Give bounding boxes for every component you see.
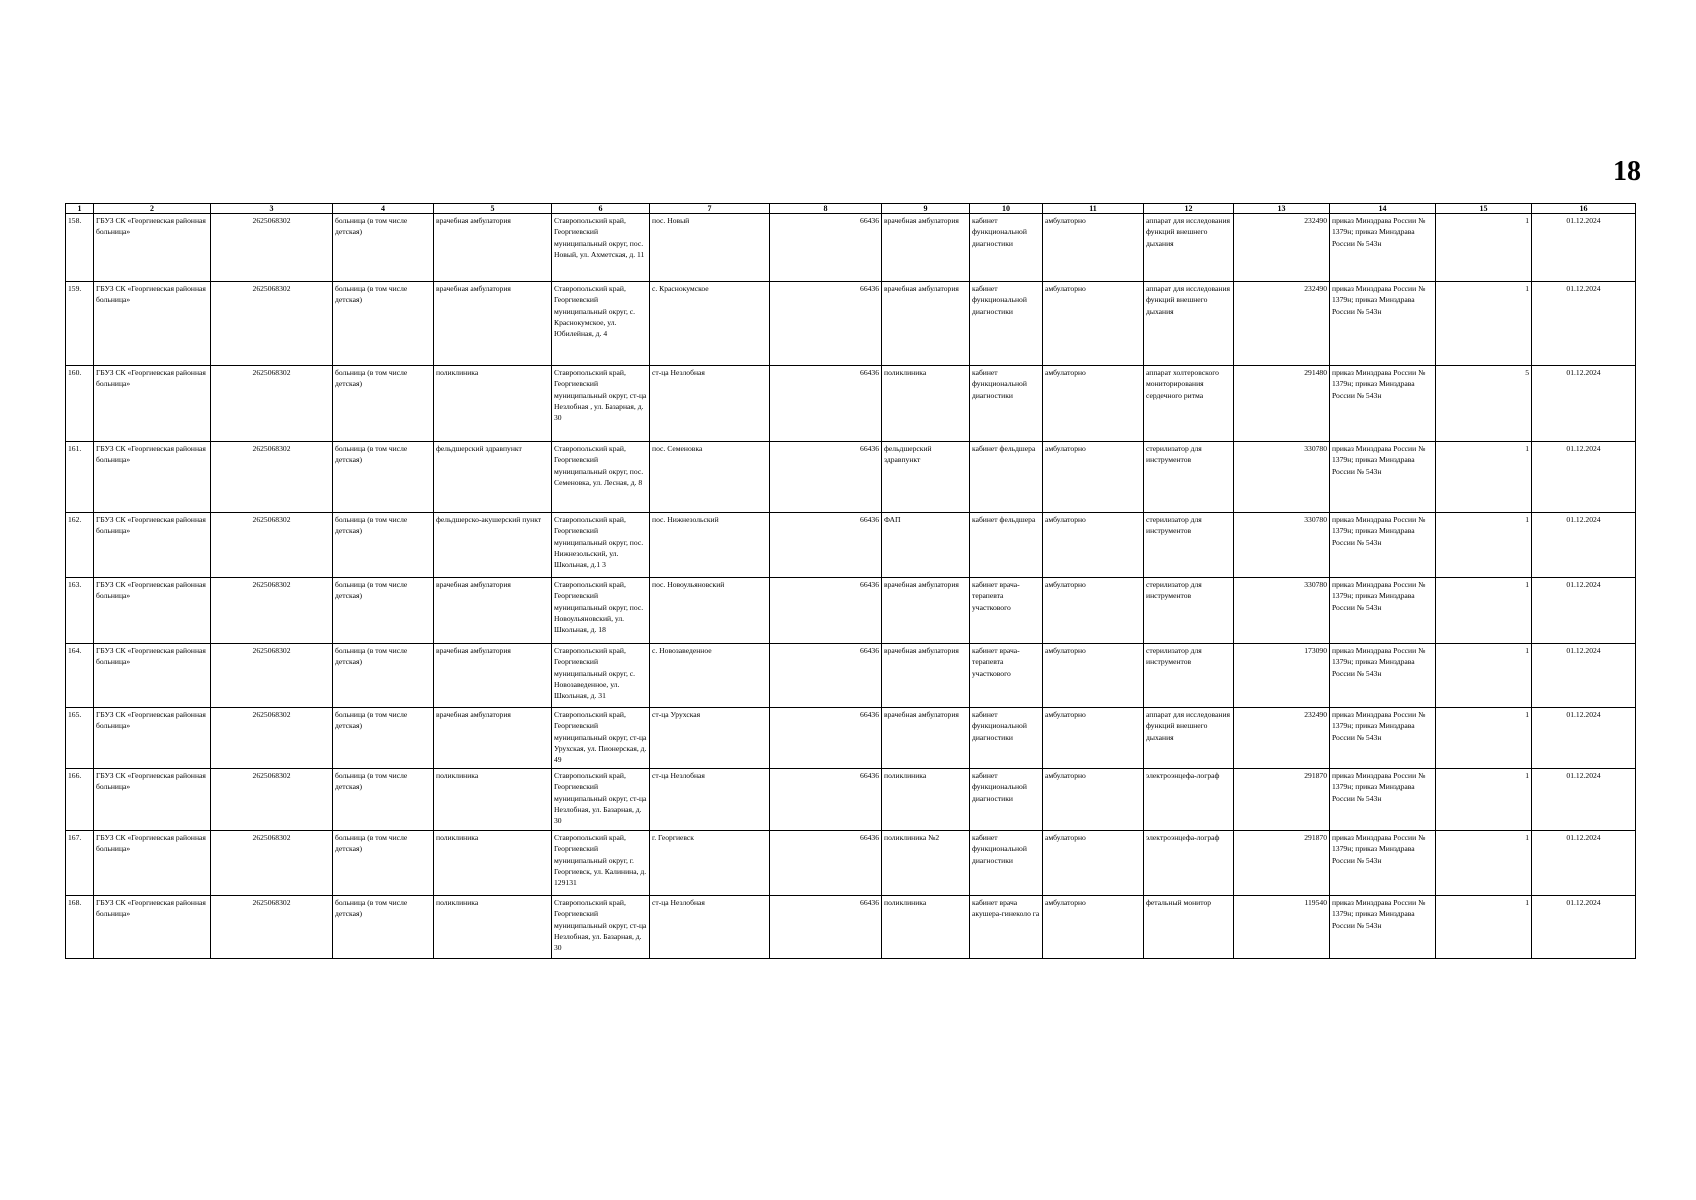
organization-name-cell: ГБУЗ СК «Георгиевская районная больница»	[94, 214, 211, 282]
quantity-cell: 1	[1436, 578, 1532, 644]
department-type-cell: врачебная амбулатория	[434, 644, 552, 708]
oktmo-code-cell: 66436	[770, 896, 882, 959]
regulatory-basis-cell: приказ Минздрава России № 1379н; приказ Минздрава России № 543н	[1330, 578, 1436, 644]
locality-cell: с. Краснокумское	[650, 282, 770, 366]
row-number-cell: 166.	[66, 769, 94, 831]
column-header: 5	[434, 204, 552, 214]
unit-name-cell: фельдшерский здравпункт	[882, 442, 970, 513]
quantity-cell: 5	[1436, 366, 1532, 442]
table-row	[66, 513, 1636, 578]
service-mode-cell: амбулаторно	[1043, 513, 1144, 578]
room-name-cell: кабинет фельдшера	[970, 513, 1043, 578]
room-name-cell: кабинет функциональной диагностики	[970, 769, 1043, 831]
room-name-cell: кабинет функциональной диагностики	[970, 214, 1043, 282]
department-type-cell: фельдшерский здравпункт	[434, 442, 552, 513]
regulatory-basis-cell: приказ Минздрава России № 1379н; приказ Минздрава России № 543н	[1330, 282, 1436, 366]
column-header: 12	[1144, 204, 1234, 214]
service-mode-cell: амбулаторно	[1043, 282, 1144, 366]
table-row	[66, 442, 1636, 513]
quantity-cell: 1	[1436, 708, 1532, 769]
unit-name-cell: поликлиника	[882, 366, 970, 442]
locality-cell: пос. Новый	[650, 214, 770, 282]
delivery-date-cell: 01.12.2024	[1532, 708, 1636, 769]
column-header: 6	[552, 204, 650, 214]
locality-cell: ст-ца Урухская	[650, 708, 770, 769]
locality-cell: ст-ца Незлобная	[650, 896, 770, 959]
organization-name-cell: ГБУЗ СК «Георгиевская районная больница»	[94, 769, 211, 831]
organization-name-cell: ГБУЗ СК «Георгиевская районная больница»	[94, 282, 211, 366]
delivery-date-cell: 01.12.2024	[1532, 831, 1636, 896]
institution-type-cell: больница (в том числе детская)	[333, 578, 434, 644]
unit-name-cell: поликлиника №2	[882, 831, 970, 896]
address-cell: Ставропольский край, Георгиевский муниципальный округ, г. Георгиевск, ул. Калинина, д. 129131	[552, 831, 650, 896]
department-type-cell: поликлиника	[434, 896, 552, 959]
service-mode-cell: амбулаторно	[1043, 769, 1144, 831]
table-row	[66, 896, 1636, 959]
column-header: 1	[66, 204, 94, 214]
quantity-cell: 1	[1436, 769, 1532, 831]
locality-cell: г. Георгиевск	[650, 831, 770, 896]
table-body	[66, 214, 1636, 959]
equipment-price-cell: 330780	[1234, 513, 1330, 578]
address-cell: Ставропольский край, Георгиевский муниципальный округ, пос. Новый, ул. Ахметская, д. 11	[552, 214, 650, 282]
address-cell: Ставропольский край, Георгиевский муниципальный округ, пос. Семеновка, ул. Лесная, д. 8	[552, 442, 650, 513]
column-header: 8	[770, 204, 882, 214]
institution-type-cell: больница (в том числе детская)	[333, 366, 434, 442]
equipment-name-cell: аппарат для исследования функций внешнего дыхания	[1144, 214, 1234, 282]
institution-type-cell: больница (в том числе детская)	[333, 214, 434, 282]
locality-cell: пос. Нижнезольский	[650, 513, 770, 578]
equipment-name-cell: электроэнцефа-лограф	[1144, 769, 1234, 831]
row-number-cell: 164.	[66, 644, 94, 708]
delivery-date-cell: 01.12.2024	[1532, 896, 1636, 959]
quantity-cell: 1	[1436, 442, 1532, 513]
inn-code-cell: 2625068302	[211, 282, 333, 366]
equipment-name-cell: аппарат для исследования функций внешнего дыхания	[1144, 708, 1234, 769]
equipment-name-cell: стерилизатор для инструментов	[1144, 513, 1234, 578]
address-cell: Ставропольский край, Георгиевский муниципальный округ, ст-ца Незлобная, ул. Базарная, д. 30	[552, 896, 650, 959]
column-numbers-row	[66, 204, 1636, 214]
institution-type-cell: больница (в том числе детская)	[333, 282, 434, 366]
row-number-cell: 158.	[66, 214, 94, 282]
regulatory-basis-cell: приказ Минздрава России № 1379н; приказ Минздрава России № 543н	[1330, 442, 1436, 513]
service-mode-cell: амбулаторно	[1043, 896, 1144, 959]
service-mode-cell: амбулаторно	[1043, 708, 1144, 769]
service-mode-cell: амбулаторно	[1043, 831, 1144, 896]
locality-cell: пос. Новоульяновский	[650, 578, 770, 644]
room-name-cell: кабинет фельдшера	[970, 442, 1043, 513]
department-type-cell: фельдшерско-акушерский пункт	[434, 513, 552, 578]
delivery-date-cell: 01.12.2024	[1532, 644, 1636, 708]
unit-name-cell: поликлиника	[882, 769, 970, 831]
column-header: 2	[94, 204, 211, 214]
column-header: 14	[1330, 204, 1436, 214]
department-type-cell: поликлиника	[434, 769, 552, 831]
column-header: 9	[882, 204, 970, 214]
unit-name-cell: ФАП	[882, 513, 970, 578]
service-mode-cell: амбулаторно	[1043, 366, 1144, 442]
oktmo-code-cell: 66436	[770, 513, 882, 578]
delivery-date-cell: 01.12.2024	[1532, 442, 1636, 513]
locality-cell: с. Новозаведенное	[650, 644, 770, 708]
unit-name-cell: врачебная амбулатория	[882, 708, 970, 769]
department-type-cell: врачебная амбулатория	[434, 578, 552, 644]
regulatory-basis-cell: приказ Минздрава России № 1379н; приказ Минздрава России № 543н	[1330, 896, 1436, 959]
equipment-price-cell: 291480	[1234, 366, 1330, 442]
equipment-name-cell: электроэнцефа-лограф	[1144, 831, 1234, 896]
column-header: 10	[970, 204, 1043, 214]
quantity-cell: 1	[1436, 644, 1532, 708]
equipment-name-cell: аппарат для исследования функций внешнего дыхания	[1144, 282, 1234, 366]
institution-type-cell: больница (в том числе детская)	[333, 769, 434, 831]
equipment-table	[65, 203, 1636, 959]
inn-code-cell: 2625068302	[211, 513, 333, 578]
delivery-date-cell: 01.12.2024	[1532, 214, 1636, 282]
organization-name-cell: ГБУЗ СК «Георгиевская районная больница»	[94, 442, 211, 513]
oktmo-code-cell: 66436	[770, 366, 882, 442]
delivery-date-cell: 01.12.2024	[1532, 513, 1636, 578]
address-cell: Ставропольский край, Георгиевский муниципальный округ, ст-ца Незлобная, ул. Базарная, д. 30	[552, 769, 650, 831]
row-number-cell: 165.	[66, 708, 94, 769]
address-cell: Ставропольский край, Георгиевский муниципальный округ, пос. Нижнезольский, ул. Школьная, д.1 3	[552, 513, 650, 578]
row-number-cell: 168.	[66, 896, 94, 959]
regulatory-basis-cell: приказ Минздрава России № 1379н; приказ Минздрава России № 543н	[1330, 644, 1436, 708]
equipment-price-cell: 173090	[1234, 644, 1330, 708]
inn-code-cell: 2625068302	[211, 442, 333, 513]
organization-name-cell: ГБУЗ СК «Георгиевская районная больница»	[94, 513, 211, 578]
department-type-cell: врачебная амбулатория	[434, 214, 552, 282]
equipment-price-cell: 232490	[1234, 282, 1330, 366]
organization-name-cell: ГБУЗ СК «Георгиевская районная больница»	[94, 831, 211, 896]
regulatory-basis-cell: приказ Минздрава России № 1379н; приказ Минздрава России № 543н	[1330, 769, 1436, 831]
oktmo-code-cell: 66436	[770, 708, 882, 769]
department-type-cell: врачебная амбулатория	[434, 282, 552, 366]
page-number: 18	[1613, 156, 1641, 187]
room-name-cell: кабинет врача-терапевта участкового	[970, 644, 1043, 708]
address-cell: Ставропольский край, Георгиевский муниципальный округ, ст-ца Урухская, ул. Пионерская, д. 49	[552, 708, 650, 769]
unit-name-cell: врачебная амбулатория	[882, 214, 970, 282]
table-row	[66, 708, 1636, 769]
inn-code-cell: 2625068302	[211, 578, 333, 644]
column-header: 4	[333, 204, 434, 214]
table-row	[66, 644, 1636, 708]
unit-name-cell: поликлиника	[882, 896, 970, 959]
oktmo-code-cell: 66436	[770, 282, 882, 366]
row-number-cell: 161.	[66, 442, 94, 513]
inn-code-cell: 2625068302	[211, 214, 333, 282]
locality-cell: пос. Семеновка	[650, 442, 770, 513]
unit-name-cell: врачебная амбулатория	[882, 282, 970, 366]
oktmo-code-cell: 66436	[770, 831, 882, 896]
institution-type-cell: больница (в том числе детская)	[333, 442, 434, 513]
quantity-cell: 1	[1436, 831, 1532, 896]
row-number-cell: 160.	[66, 366, 94, 442]
table-row	[66, 366, 1636, 442]
row-number-cell: 159.	[66, 282, 94, 366]
unit-name-cell: врачебная амбулатория	[882, 644, 970, 708]
department-type-cell: врачебная амбулатория	[434, 708, 552, 769]
institution-type-cell: больница (в том числе детская)	[333, 513, 434, 578]
inn-code-cell: 2625068302	[211, 896, 333, 959]
equipment-name-cell: стерилизатор для инструментов	[1144, 644, 1234, 708]
address-cell: Ставропольский край, Георгиевский муниципальный округ, пос. Новоульяновский, ул. Школьная, д. 18	[552, 578, 650, 644]
room-name-cell: кабинет функциональной диагностики	[970, 831, 1043, 896]
address-cell: Ставропольский край, Георгиевский муниципальный округ, с. Новозаведенное, ул. Школьная, д. 31	[552, 644, 650, 708]
organization-name-cell: ГБУЗ СК «Георгиевская районная больница»	[94, 578, 211, 644]
oktmo-code-cell: 66436	[770, 578, 882, 644]
room-name-cell: кабинет функциональной диагностики	[970, 708, 1043, 769]
department-type-cell: поликлиника	[434, 366, 552, 442]
row-number-cell: 163.	[66, 578, 94, 644]
room-name-cell: кабинет функциональной диагностики	[970, 282, 1043, 366]
address-cell: Ставропольский край, Георгиевский муниципальный округ, с. Краснокумское, ул. Юбилейная, д. 4	[552, 282, 650, 366]
table-row	[66, 769, 1636, 831]
quantity-cell: 1	[1436, 513, 1532, 578]
organization-name-cell: ГБУЗ СК «Георгиевская районная больница»	[94, 644, 211, 708]
column-header: 15	[1436, 204, 1532, 214]
organization-name-cell: ГБУЗ СК «Георгиевская районная больница»	[94, 896, 211, 959]
service-mode-cell: амбулаторно	[1043, 214, 1144, 282]
institution-type-cell: больница (в том числе детская)	[333, 708, 434, 769]
column-header: 13	[1234, 204, 1330, 214]
equipment-price-cell: 232490	[1234, 708, 1330, 769]
oktmo-code-cell: 66436	[770, 644, 882, 708]
delivery-date-cell: 01.12.2024	[1532, 769, 1636, 831]
table-row	[66, 282, 1636, 366]
inn-code-cell: 2625068302	[211, 644, 333, 708]
oktmo-code-cell: 66436	[770, 214, 882, 282]
institution-type-cell: больница (в том числе детская)	[333, 831, 434, 896]
quantity-cell: 1	[1436, 214, 1532, 282]
oktmo-code-cell: 66436	[770, 442, 882, 513]
row-number-cell: 162.	[66, 513, 94, 578]
equipment-price-cell: 232490	[1234, 214, 1330, 282]
room-name-cell: кабинет врача акушера-гинеколо га	[970, 896, 1043, 959]
table-row	[66, 578, 1636, 644]
table-row	[66, 214, 1636, 282]
inn-code-cell: 2625068302	[211, 769, 333, 831]
address-cell: Ставропольский край, Георгиевский муниципальный округ, ст-ца Незлобная , ул. Базарная, д. 30	[552, 366, 650, 442]
equipment-name-cell: фетальный монитор	[1144, 896, 1234, 959]
locality-cell: ст-ца Незлобная	[650, 769, 770, 831]
service-mode-cell: амбулаторно	[1043, 578, 1144, 644]
quantity-cell: 1	[1436, 282, 1532, 366]
inn-code-cell: 2625068302	[211, 366, 333, 442]
delivery-date-cell: 01.12.2024	[1532, 366, 1636, 442]
institution-type-cell: больница (в том числе детская)	[333, 896, 434, 959]
regulatory-basis-cell: приказ Минздрава России № 1379н; приказ Минздрава России № 543н	[1330, 214, 1436, 282]
inn-code-cell: 2625068302	[211, 831, 333, 896]
regulatory-basis-cell: приказ Минздрава России № 1379н; приказ Минздрава России № 543н	[1330, 708, 1436, 769]
column-header: 7	[650, 204, 770, 214]
department-type-cell: поликлиника	[434, 831, 552, 896]
room-name-cell: кабинет врача-терапевта участкового	[970, 578, 1043, 644]
unit-name-cell: врачебная амбулатория	[882, 578, 970, 644]
column-header: 3	[211, 204, 333, 214]
service-mode-cell: амбулаторно	[1043, 644, 1144, 708]
equipment-price-cell: 291870	[1234, 831, 1330, 896]
inn-code-cell: 2625068302	[211, 708, 333, 769]
equipment-name-cell: стерилизатор для инструментов	[1144, 442, 1234, 513]
table-row	[66, 831, 1636, 896]
organization-name-cell: ГБУЗ СК «Георгиевская районная больница»	[94, 708, 211, 769]
column-header: 16	[1532, 204, 1636, 214]
oktmo-code-cell: 66436	[770, 769, 882, 831]
equipment-price-cell: 330780	[1234, 578, 1330, 644]
institution-type-cell: больница (в том числе детская)	[333, 644, 434, 708]
service-mode-cell: амбулаторно	[1043, 442, 1144, 513]
delivery-date-cell: 01.12.2024	[1532, 282, 1636, 366]
equipment-price-cell: 119540	[1234, 896, 1330, 959]
locality-cell: ст-ца Незлобная	[650, 366, 770, 442]
regulatory-basis-cell: приказ Минздрава России № 1379н; приказ Минздрава России № 543н	[1330, 513, 1436, 578]
regulatory-basis-cell: приказ Минздрава России № 1379н; приказ Минздрава России № 543н	[1330, 366, 1436, 442]
equipment-price-cell: 291870	[1234, 769, 1330, 831]
regulatory-basis-cell: приказ Минздрава России № 1379н; приказ Минздрава России № 543н	[1330, 831, 1436, 896]
equipment-name-cell: аппарат холтеровского мониторирования сердечного ритма	[1144, 366, 1234, 442]
organization-name-cell: ГБУЗ СК «Георгиевская районная больница»	[94, 366, 211, 442]
equipment-name-cell: стерилизатор для инструментов	[1144, 578, 1234, 644]
equipment-price-cell: 330780	[1234, 442, 1330, 513]
quantity-cell: 1	[1436, 896, 1532, 959]
row-number-cell: 167.	[66, 831, 94, 896]
delivery-date-cell: 01.12.2024	[1532, 578, 1636, 644]
column-header: 11	[1043, 204, 1144, 214]
room-name-cell: кабинет функциональной диагностики	[970, 366, 1043, 442]
